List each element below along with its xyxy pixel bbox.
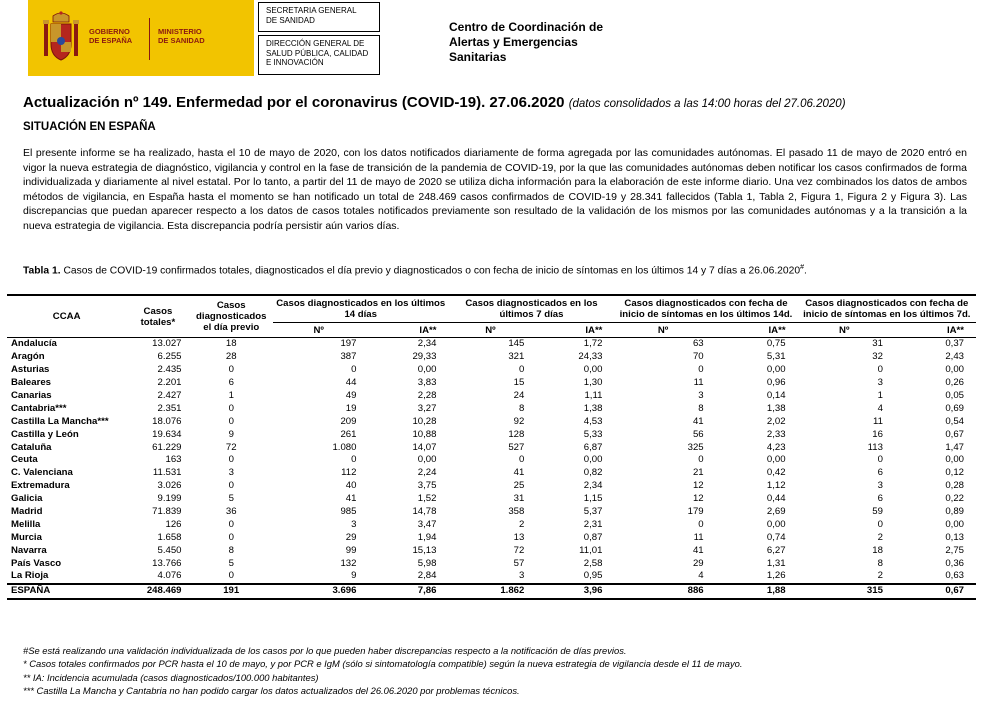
centro-coordinacion-label: Centro de Coordinación de Alertas y Emergencias Sanitarias <box>449 20 604 64</box>
value-cell: 0 <box>228 402 234 414</box>
table-row <box>7 518 976 531</box>
value-cell: 49 <box>345 390 357 401</box>
section-heading: SITUACIÓN EN ESPAÑA <box>23 121 156 133</box>
value-cell: 5.450 <box>157 544 182 556</box>
subheader-n: Nº <box>614 323 711 338</box>
value-cell: 0,13 <box>945 531 964 543</box>
value-cell: 0 <box>228 570 234 582</box>
value-cell: 10,88 <box>412 428 437 440</box>
value-cell: 0,14 <box>766 390 786 401</box>
value-cell: 0 <box>351 454 357 466</box>
value-cell: 4 <box>877 402 883 414</box>
secretaria-box: SECRETARIA GENERAL DE SANIDAD <box>258 2 380 32</box>
value-cell: 1.862 <box>448 584 532 599</box>
value-cell: 0,05 <box>945 390 964 401</box>
value-cell: 2,34 <box>417 338 437 350</box>
value-cell: 527 <box>508 441 525 453</box>
value-cell: 0,95 <box>583 570 603 582</box>
value-cell: 5,37 <box>583 506 603 518</box>
value-cell: 0,00 <box>945 518 964 530</box>
value-cell: 1.080 <box>332 441 357 453</box>
value-cell: 5,33 <box>583 428 603 440</box>
value-cell: 3,47 <box>417 518 437 530</box>
value-cell: 4,23 <box>766 441 786 453</box>
value-cell: 16 <box>872 428 883 440</box>
value-cell: 2.351 <box>157 402 182 414</box>
value-cell: 63 <box>692 338 704 350</box>
table-row <box>7 441 976 454</box>
value-cell: 0 <box>698 364 704 376</box>
ccaa-cell: Cataluña <box>11 441 52 453</box>
value-cell: 24 <box>513 390 525 401</box>
value-cell: 2,28 <box>417 390 437 401</box>
value-cell: 0,00 <box>945 454 964 466</box>
government-logo-block <box>28 0 254 76</box>
value-cell: 2,02 <box>766 415 786 427</box>
value-cell: 0,00 <box>766 518 786 530</box>
table-row <box>7 480 976 493</box>
table-row <box>7 531 976 544</box>
value-cell: 18.076 <box>152 415 182 427</box>
ccaa-cell: C. Valenciana <box>11 467 73 479</box>
value-cell: 248.469 <box>126 584 189 599</box>
value-cell: 25 <box>513 480 525 492</box>
header-group-7-dias: Casos diagnosticados en los últimos 7 días <box>448 295 614 323</box>
value-cell: 12 <box>692 493 704 505</box>
coat-of-arms-icon <box>42 10 80 64</box>
value-cell: 59 <box>872 506 883 518</box>
value-cell: 0,22 <box>945 493 964 505</box>
ccaa-cell: Cantabria*** <box>11 402 67 414</box>
table-row <box>7 557 976 570</box>
footnote: * Casos totales confirmados por PCR hasta el 10 de mayo, y por PCR e IgM (sólo si sintomatología compatible) según la nueva estrategia de vigilancia desde el 11 de mayo. <box>23 658 743 670</box>
value-cell: 19 <box>345 402 357 414</box>
value-cell: 1,38 <box>766 402 786 414</box>
value-cell: 5 <box>228 493 234 505</box>
value-cell: 13.766 <box>152 557 182 569</box>
value-cell: 3.696 <box>273 584 365 599</box>
value-cell: 0,42 <box>766 467 786 479</box>
value-cell: 36 <box>225 506 237 518</box>
value-cell: 3 <box>877 480 883 492</box>
value-cell: 0,63 <box>945 570 964 582</box>
value-cell: 71.839 <box>152 506 182 518</box>
report-subtitle: (datos consolidados a las 14:00 horas del 27.06.2020) <box>568 98 846 110</box>
value-cell: 8 <box>518 402 525 414</box>
value-cell: 387 <box>340 351 357 363</box>
value-cell: 3 <box>228 467 234 479</box>
value-cell: 15 <box>513 377 525 389</box>
value-cell: 6 <box>228 377 234 389</box>
value-cell: 0,82 <box>583 467 603 479</box>
table-row <box>7 364 976 377</box>
ccaa-cell: Andalucía <box>11 338 57 350</box>
table-row <box>7 351 976 364</box>
value-cell: 0 <box>228 454 234 466</box>
value-cell: 3 <box>698 390 704 401</box>
value-cell: 18 <box>225 338 237 350</box>
intro-paragraph: El presente informe se ha realizado, hasta el 10 de mayo de 2020, con los datos notificados diariamente de forma agregada por las comunidades autónomas. El pasado 11 de mayo de 2020 entró en vigor la nueva estrategia de diagnóstico, vigilancia y control en la fase de transición de la pandemia de COVID-19, por la que las comunidades autónomas deben notificar los casos confirmados de forma individualizada y diariamente al nivel estatal. Por lo tanto, a partir del 11 de mayo de 2020 se utiliza dicha información para la elaboración de este informe diario. Una vez combinados los datos de ambos métodos de vigilancia, en España hasta el momento se han notificado un total de 248.469 casos confirmados de COVID-19 y 28.341 fallecidos (Tabla 1, Tabla 2, Figura 1, Figura 2 y Figura 3). Las discrepancias que puedan aparecer respecto a los datos de casos totales notificados previamente son resultado de la validación de los mismos por las comunidades autónomas y a la transición a la nueva estrategia de vigilancia. Esta discrepancia podría persistir aún varios días. <box>23 147 967 232</box>
ccaa-cell: Baleares <box>11 377 52 389</box>
value-cell: 1,15 <box>583 493 603 505</box>
value-cell: 3,83 <box>417 377 437 389</box>
value-cell: 0,00 <box>583 454 603 466</box>
value-cell: 2 <box>518 518 525 530</box>
value-cell: 70 <box>692 351 704 363</box>
value-cell: 0,28 <box>945 480 964 492</box>
value-cell: 315 <box>798 584 891 599</box>
value-cell: 8 <box>228 544 234 556</box>
value-cell: 0,00 <box>417 454 437 466</box>
value-cell: 72 <box>225 441 237 453</box>
value-cell: 61.229 <box>152 441 182 453</box>
value-cell: 1,72 <box>583 338 603 350</box>
value-cell: 0,00 <box>417 364 437 376</box>
value-cell: 56 <box>692 428 704 440</box>
table-row <box>7 377 976 390</box>
table-total-row <box>7 584 976 599</box>
value-cell: 13 <box>513 531 525 543</box>
ccaa-cell: ESPAÑA <box>7 584 126 599</box>
table-row <box>7 506 976 519</box>
value-cell: 0 <box>518 454 525 466</box>
value-cell: 0,00 <box>945 364 964 376</box>
value-cell: 886 <box>614 584 711 599</box>
ccaa-cell: Navarra <box>11 544 47 556</box>
ccaa-cell: Ceuta <box>11 454 38 466</box>
value-cell: 0 <box>228 480 234 492</box>
value-cell: 32 <box>872 351 883 363</box>
value-cell: 1,12 <box>766 480 786 492</box>
table-header-row <box>7 295 976 323</box>
value-cell: 29 <box>345 531 357 543</box>
subheader-ia: IA** <box>364 323 448 338</box>
ccaa-cell: Castilla y León <box>11 428 79 440</box>
value-cell: 11 <box>693 531 704 543</box>
value-cell: 4.076 <box>157 570 182 582</box>
value-cell: 6.255 <box>157 351 182 363</box>
footnote: #Se está realizando una validación individualizada de los casos por lo que pueden haber discrepancias respecto a la notificación de días previos. <box>23 645 627 656</box>
table-row <box>7 493 976 506</box>
value-cell: 985 <box>340 506 357 518</box>
value-cell: 19.634 <box>152 428 182 440</box>
ccaa-cell: Castilla La Mancha*** <box>11 415 109 427</box>
value-cell: 0,87 <box>583 531 603 543</box>
value-cell: 6 <box>877 493 883 505</box>
value-cell: 1,52 <box>417 493 437 505</box>
value-cell: 5,98 <box>417 557 437 569</box>
value-cell: 2,75 <box>945 544 964 556</box>
value-cell: 0,00 <box>766 454 786 466</box>
header-ccaa: CCAA <box>7 295 126 338</box>
ccaa-cell: Galicia <box>11 493 43 505</box>
value-cell: 0 <box>698 454 704 466</box>
value-cell: 12 <box>692 480 704 492</box>
value-cell: 2.201 <box>157 377 182 389</box>
ccaa-cell: Murcia <box>11 531 42 543</box>
table-body <box>7 338 976 599</box>
direccion-box: DIRECCIÓN GENERAL DE SALUD PÚBLICA, CALIDAD E INNOVACIÓN <box>258 35 380 75</box>
value-cell: 8 <box>877 557 883 569</box>
value-cell: 2.435 <box>157 364 182 376</box>
value-cell: 41 <box>692 544 704 556</box>
table-row <box>7 338 976 351</box>
value-cell: 112 <box>341 467 357 479</box>
value-cell: 9.199 <box>157 493 182 505</box>
value-cell: 197 <box>340 338 357 350</box>
value-cell: 0,74 <box>766 531 786 543</box>
value-cell: 0,69 <box>945 402 964 414</box>
value-cell: 2,84 <box>417 570 437 582</box>
value-cell: 1,26 <box>766 570 786 582</box>
value-cell: 0,75 <box>766 338 786 350</box>
value-cell: 2,69 <box>766 506 786 518</box>
value-cell: 18 <box>872 544 883 556</box>
value-cell: 191 <box>190 584 273 599</box>
value-cell: 163 <box>165 454 182 466</box>
value-cell: 3 <box>877 377 883 389</box>
table-row <box>7 467 976 480</box>
value-cell: 6,87 <box>583 441 603 453</box>
ccaa-cell: País Vasco <box>11 557 62 569</box>
value-cell: 29,33 <box>412 351 437 363</box>
value-cell: 6 <box>877 467 883 479</box>
value-cell: 1,30 <box>583 377 603 389</box>
table-row <box>7 454 976 467</box>
value-cell: 321 <box>508 351 525 363</box>
value-cell: 57 <box>513 557 525 569</box>
cases-table <box>7 294 976 600</box>
footnote: *** Castilla La Mancha y Cantabria no han podido cargar los datos actualizados del 26.06.2020 por problemas técnicos. <box>23 685 520 697</box>
value-cell: 5 <box>228 557 234 569</box>
value-cell: 2 <box>877 531 883 543</box>
header-group-sintomas-14d: Casos diagnosticados con fecha de inicio de síntomas en los últimos 14d. <box>614 295 797 323</box>
value-cell: 1,88 <box>712 584 798 599</box>
ministry-label: MINISTERIO DE SANIDAD <box>158 27 205 45</box>
document-header <box>0 0 992 82</box>
value-cell: 132 <box>340 557 357 569</box>
value-cell: 0 <box>877 364 883 376</box>
value-cell: 31 <box>513 493 525 505</box>
value-cell: 0,37 <box>945 338 964 350</box>
subheader-n: Nº <box>273 323 365 338</box>
value-cell: 24,33 <box>578 351 603 363</box>
ccaa-cell: Melilla <box>11 518 41 530</box>
value-cell: 8 <box>698 402 704 414</box>
value-cell: 40 <box>345 480 357 492</box>
value-cell: 325 <box>687 441 704 453</box>
value-cell: 1,31 <box>766 557 786 569</box>
value-cell: 0 <box>228 531 234 543</box>
table-row <box>7 544 976 557</box>
value-cell: 9 <box>351 570 357 582</box>
value-cell: 0,00 <box>766 364 786 376</box>
value-cell: 41 <box>513 467 525 479</box>
value-cell: 31 <box>872 338 883 350</box>
report-title: Actualización nº 149. Enfermedad por el coronavirus (COVID-19). 27.06.2020 (datos consolidados a las 14:00 horas del 27.06.2020) <box>23 94 846 111</box>
value-cell: 99 <box>345 544 357 556</box>
value-cell: 0,26 <box>945 377 964 389</box>
logo-divider <box>149 18 150 60</box>
table-row <box>7 428 976 441</box>
footnotes <box>23 644 742 698</box>
value-cell: 0,67 <box>945 428 964 440</box>
value-cell: 7,86 <box>364 584 448 599</box>
value-cell: 1,11 <box>584 390 603 401</box>
table-row <box>7 570 976 584</box>
ccaa-cell: Asturias <box>11 364 50 376</box>
value-cell: 2 <box>877 570 883 582</box>
value-cell: 92 <box>513 415 525 427</box>
value-cell: 4 <box>698 570 704 582</box>
value-cell: 1 <box>877 390 883 401</box>
value-cell: 11 <box>693 377 704 389</box>
value-cell: 1,94 <box>417 531 437 543</box>
value-cell: 0 <box>877 518 883 530</box>
value-cell: 21 <box>692 467 704 479</box>
value-cell: 11 <box>872 415 883 427</box>
value-cell: 6,27 <box>766 544 786 556</box>
header-group-sintomas-7d: Casos diagnosticados con fecha de inicio de síntomas en los últimos 7d. <box>798 295 976 323</box>
value-cell: 5,31 <box>766 351 786 363</box>
footnote: ** IA: Incidencia acumulada (casos diagnosticados/100.000 habitantes) <box>23 671 319 683</box>
value-cell: 2,24 <box>417 467 437 479</box>
table-row <box>7 415 976 428</box>
value-cell: 145 <box>508 338 525 350</box>
value-cell: 0,96 <box>766 377 786 389</box>
value-cell: 0 <box>877 454 883 466</box>
value-cell: 2,34 <box>583 480 603 492</box>
value-cell: 41 <box>692 415 704 427</box>
government-label: GOBIERNO DE ESPAÑA <box>89 27 133 45</box>
value-cell: 15,13 <box>412 544 437 556</box>
value-cell: 2,33 <box>766 428 786 440</box>
subheader-ia: IA** <box>532 323 614 338</box>
value-cell: 2.427 <box>157 390 182 401</box>
value-cell: 126 <box>165 518 182 530</box>
value-cell: 2,43 <box>945 351 964 363</box>
value-cell: 11.531 <box>152 467 182 479</box>
value-cell: 0 <box>228 364 234 376</box>
ccaa-cell: Extremadura <box>11 480 70 492</box>
ccaa-cell: Canarias <box>11 390 52 401</box>
value-cell: 72 <box>513 544 525 556</box>
value-cell: 128 <box>508 428 525 440</box>
ccaa-cell: La Rioja <box>11 570 49 582</box>
value-cell: 3,96 <box>532 584 614 599</box>
value-cell: 28 <box>225 351 237 363</box>
value-cell: 0,44 <box>766 493 786 505</box>
value-cell: 0 <box>228 518 234 530</box>
table-row <box>7 390 976 403</box>
value-cell: 2,31 <box>583 518 603 530</box>
value-cell: 0,67 <box>891 584 976 599</box>
value-cell: 3,75 <box>417 480 437 492</box>
subheader-n: Nº <box>798 323 891 338</box>
value-cell: 3 <box>351 518 357 530</box>
value-cell: 29 <box>692 557 704 569</box>
value-cell: 0,00 <box>583 364 603 376</box>
header-casos-totales: Casos totales* <box>126 295 189 338</box>
value-cell: 1,38 <box>583 402 603 414</box>
value-cell: 4,53 <box>583 415 603 427</box>
value-cell: 179 <box>687 506 704 518</box>
header-casos-dia-previo: Casos diagnosticados el día previo <box>190 295 273 338</box>
value-cell: 358 <box>508 506 525 518</box>
value-cell: 1 <box>228 390 234 401</box>
value-cell: 0,54 <box>945 415 964 427</box>
value-cell: 0 <box>228 415 234 427</box>
value-cell: 11,01 <box>579 544 603 556</box>
value-cell: 0 <box>351 364 357 376</box>
value-cell: 44 <box>345 377 357 389</box>
value-cell: 0,36 <box>945 557 964 569</box>
value-cell: 14,78 <box>412 506 437 518</box>
value-cell: 41 <box>345 493 357 505</box>
value-cell: 3,27 <box>417 402 437 414</box>
subheader-ia: IA** <box>712 323 798 338</box>
header-group-14-dias: Casos diagnosticados en los últimos 14 días <box>273 295 449 323</box>
value-cell: 261 <box>340 428 357 440</box>
value-cell: 3.026 <box>157 480 182 492</box>
value-cell: 0 <box>518 364 525 376</box>
value-cell: 0,89 <box>945 506 964 518</box>
value-cell: 14,07 <box>412 441 437 453</box>
value-cell: 1,47 <box>945 441 964 453</box>
ccaa-cell: Madrid <box>11 506 43 518</box>
value-cell: 10,28 <box>412 415 437 427</box>
value-cell: 0 <box>698 518 704 530</box>
value-cell: 1.658 <box>157 531 182 543</box>
value-cell: 13.027 <box>152 338 182 350</box>
table-row <box>7 402 976 415</box>
subheader-n: Nº <box>448 323 532 338</box>
value-cell: 2,58 <box>583 557 603 569</box>
value-cell: 3 <box>518 570 525 582</box>
ccaa-cell: Aragón <box>11 351 45 363</box>
value-cell: 9 <box>228 428 234 440</box>
value-cell: 209 <box>340 415 357 427</box>
value-cell: 0,12 <box>945 467 964 479</box>
value-cell: 113 <box>867 441 883 453</box>
subheader-ia: IA** <box>891 323 976 338</box>
table-caption: Tabla 1. Casos de COVID-19 confirmados totales, diagnosticados el día previo y diagnosticados o con fecha de inicio de síntomas en los últimos 14 y 7 días a 26.06.2020#. <box>23 264 807 277</box>
